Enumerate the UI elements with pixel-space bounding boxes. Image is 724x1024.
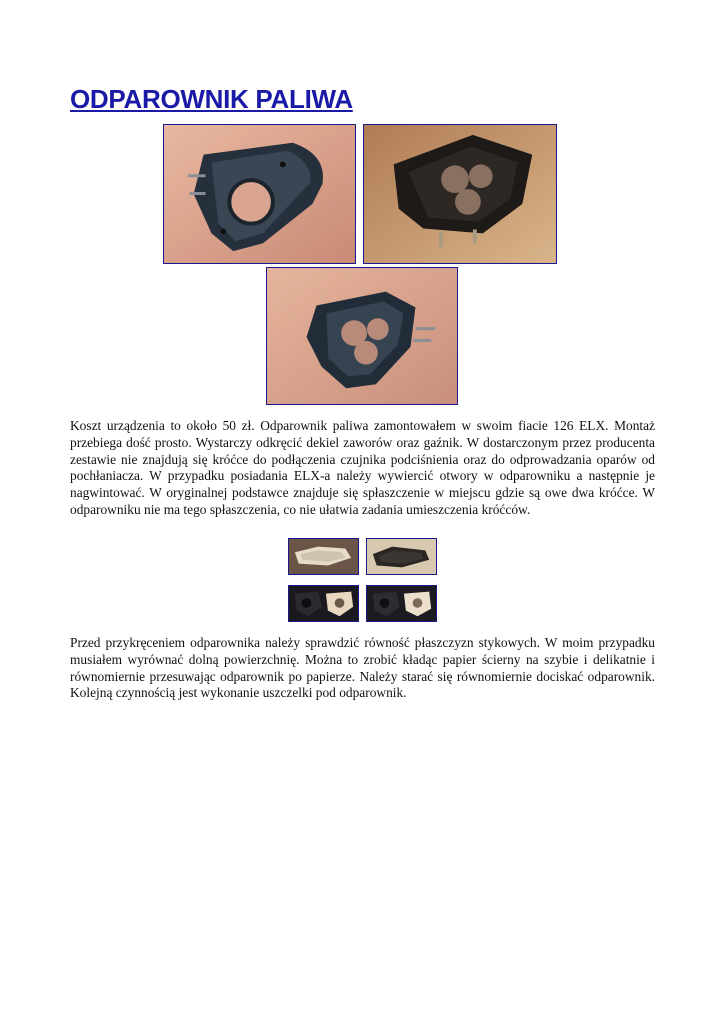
paragraph-2: Przed przykręceniem odparownika należy sprawdzić równość płaszczyzn stykowych. W moim przypadku musiałem wyrównać dolną powierzchnię. Można to zrobić kładąc papier ścierny na szybie i delikatnie i równomiernie przesuwając odparownik po papierze. Należy starać się równomiernie dociskać odparownik. Kolejną czynnością jest wykonanie uszczelki pod odparownik. [70,635,655,701]
thumbnail-3 [288,585,359,622]
thumbnail-2 [366,538,437,575]
page-title[interactable]: ODPAROWNIK PALIWA [70,84,353,114]
paragraph-1: Koszt urządzenia to około 50 zł. Odparownik paliwa zamontowałem w swoim fiacie 126 ELX. Montaż przebiega dość prosto. Wystarczy odkręcić dekiel zaworów oraz gaźnik. W dostarczonym przez producenta zestawie nie znajdują się króćce do podłączenia czujnika podciśnienia oraz do odprowadzania oparów od pochłaniacza. W przypadku posiadania ELX-a należy wywiercić otwory w odparowniku a następnie je nagwintować. W oryginalnej podstawce znajduje się spłaszczenie w miejscu gdzie są owe dwa króćce. W odparowniku nie ma tego spłaszczenia, co nie ułatwia zadania umieszczenia króćców. [70,418,655,517]
thumbnail-4 [366,585,437,622]
evaporator-photo-2 [363,124,557,264]
evaporator-photo-3 [266,267,458,405]
thumbnail-1 [288,538,359,575]
evaporator-photo-1 [163,124,356,264]
